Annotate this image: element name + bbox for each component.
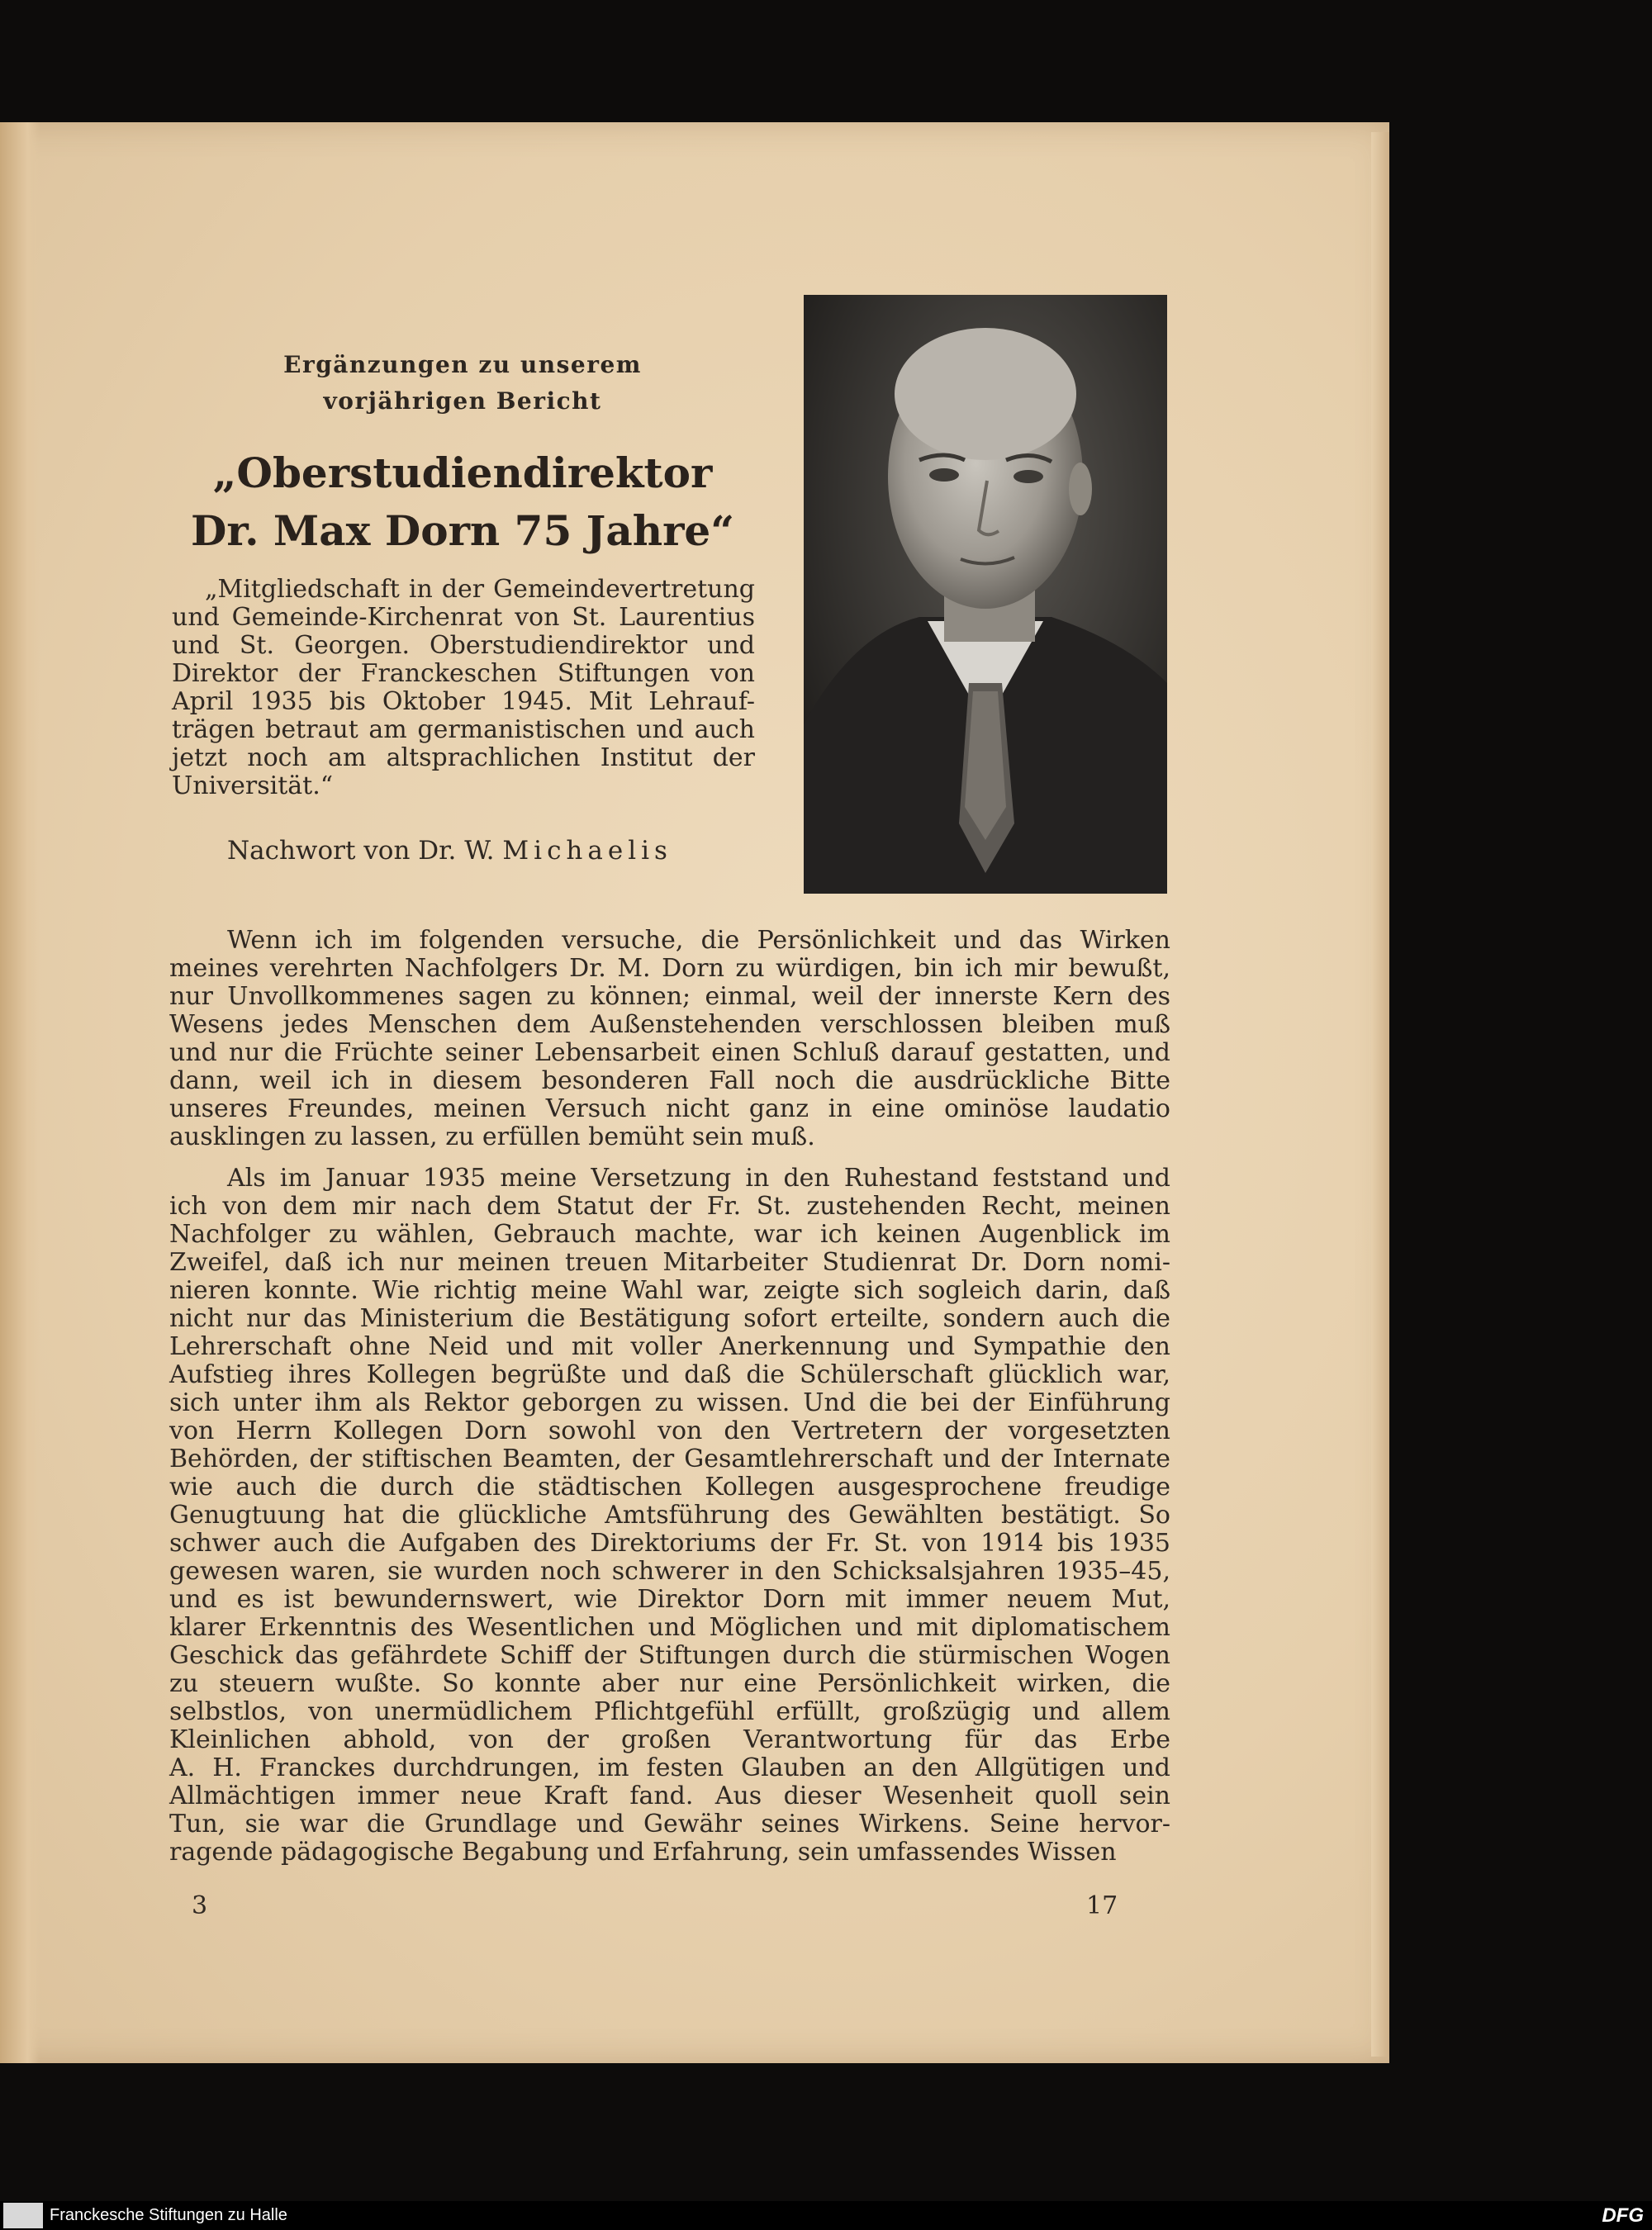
paragraph-2 <box>169 1165 1170 1867</box>
text-line: klarer Erkenntnis des Wesentlichen und Möglichen und mit diplomatischem <box>169 1613 1170 1642</box>
page-gutter <box>0 122 40 2063</box>
text-line: meines verehrten Nachfolgers Dr. M. Dorn zu würdigen, bin ich mir bewußt, <box>169 954 1170 983</box>
institution-logo-icon <box>3 2203 43 2228</box>
text-line: ragende pädagogische Begabung und Erfahrung, sein umfassendes Wissen <box>169 1838 1117 1867</box>
text-line: nieren konnte. Wie richtig meine Wahl war, zeigte sich sogleich darin, daß <box>169 1276 1170 1305</box>
byline <box>227 836 672 866</box>
text-line: Zweifel, daß ich nur meinen treuen Mitarbeiter Studienrat Dr. Dorn nomi- <box>169 1248 1170 1277</box>
text-line: April 1935 bis Oktober 1945. Mit Lehrauf- <box>172 687 755 716</box>
text-line: zu steuern wußte. So konnte aber nur eine Persönlichkeit wirken, die <box>169 1669 1170 1698</box>
text-line: sich unter ihm als Rektor geborgen zu wissen. Und die bei der Einführung <box>169 1388 1170 1417</box>
quote-block <box>172 576 755 800</box>
text-line: A. H. Franckes durchdrungen, im festen Glauben an den Allgütigen und <box>169 1753 1170 1782</box>
text-line: und nur die Früchte seiner Lebensarbeit einen Schluß darauf gestatten, und <box>169 1038 1170 1067</box>
article-title <box>173 444 752 560</box>
text-line: Wesens jedes Menschen dem Außenstehenden verschlossen bleiben muß <box>169 1010 1170 1039</box>
text-line: wie auch die durch die städtischen Kollegen ausgesprochene freudige <box>169 1473 1170 1502</box>
section-header-line: Ergänzungen zu unserem <box>283 351 642 378</box>
section-header <box>198 347 727 420</box>
text-line: nicht nur das Ministerium die Bestätigung sofort erteilte, sondern auch die <box>169 1304 1170 1333</box>
text-line: von Herrn Kollegen Dorn sowohl von den Vertretern der vorgesetzten <box>169 1416 1170 1445</box>
text-line: Lehrerschaft ohne Neid und mit voller Anerkennung und Sympathie den <box>169 1332 1170 1361</box>
text-line: ausklingen zu lassen, zu erfüllen bemüht sein muß. <box>169 1122 815 1151</box>
byline-prefix: Nachwort von Dr. W. <box>227 836 495 866</box>
text-line: Kleinlichen abhold, von der großen Verantwortung für das Erbe <box>169 1725 1170 1754</box>
article-title-line: Dr. Max Dorn 75 Jahre“ <box>190 506 734 555</box>
text-line: Nachfolger zu wählen, Gebrauch machte, war ich keinen Augenblick im <box>169 1220 1170 1249</box>
viewer-footer <box>0 2201 1652 2230</box>
page-edge <box>1371 132 1389 2057</box>
text-line: Geschick das gefährdete Schiff der Stiftungen durch die stürmischen Wogen <box>169 1641 1170 1670</box>
dfg-logo[interactable]: DFG <box>1602 2204 1644 2227</box>
page-number-left: 3 <box>192 1891 208 1920</box>
text-line: nur Unvollkommenes sagen zu können; einmal, weil der innerste Kern des <box>169 982 1170 1011</box>
text-line: Direktor der Franckeschen Stiftungen von <box>172 659 755 688</box>
article-title-line: „Oberstudiendirektor <box>212 448 713 497</box>
footer-organization[interactable]: Franckesche Stiftungen zu Halle <box>50 2206 287 2224</box>
byline-author: Michaelis <box>502 836 672 866</box>
paragraph-1 <box>169 927 1170 1151</box>
text-line: und St. Georgen. Oberstudiendirektor und <box>172 631 755 660</box>
text-line: Wenn ich im folgenden versuche, die Persönlichkeit und das Wirken <box>227 926 1170 955</box>
text-line: Genugtuung hat die glückliche Amtsführung des Gewählten bestätigt. So <box>169 1501 1170 1530</box>
page-number-right: 17 <box>1086 1891 1118 1920</box>
text-line: Als im Januar 1935 meine Versetzung in den Ruhestand feststand und <box>227 1164 1170 1193</box>
text-line: selbstlos, von unermüdlichem Pflichtgefühl erfüllt, großzügig und allem <box>169 1697 1170 1726</box>
text-line: Allmächtigen immer neue Kraft fand. Aus dieser Wesenheit quoll sein <box>169 1782 1170 1810</box>
text-line: schwer auch die Aufgaben des Direktoriums der Fr. St. von 1914 bis 1935 <box>169 1529 1170 1558</box>
text-line: Universität.“ <box>172 771 334 800</box>
text-line: ich von dem mir nach dem Statut der Fr. St. zustehenden Recht, meinen <box>169 1192 1170 1221</box>
text-line: und Gemeinde-Kirchenrat von St. Laurentius <box>172 603 755 632</box>
text-line: jetzt noch am altsprachlichen Institut der <box>172 743 755 772</box>
portrait-photo <box>804 295 1167 894</box>
text-line: gewesen waren, sie wurden noch schwerer in den Schicksalsjahren 1935–45, <box>169 1557 1170 1586</box>
text-line: trägen betraut am germanistischen und auch <box>172 715 755 744</box>
text-line: unseres Freundes, meinen Versuch nicht ganz in eine ominöse laudatio <box>169 1094 1170 1123</box>
section-header-line: vorjährigen Bericht <box>323 387 602 415</box>
text-line: dann, weil ich in diesem besonderen Fall noch die ausdrückliche Bitte <box>169 1066 1170 1095</box>
text-line: und es ist bewundernswert, wie Direktor Dorn mit immer neuem Mut, <box>169 1585 1170 1614</box>
text-line: Tun, sie war die Grundlage und Gewähr seines Wirkens. Seine hervor- <box>169 1810 1170 1839</box>
text-line: Aufstieg ihres Kollegen begrüßte und daß die Schülerschaft glücklich war, <box>169 1360 1170 1389</box>
text-line: Behörden, der stiftischen Beamten, der Gesamtlehrerschaft und der Internate <box>169 1445 1170 1473</box>
portrait-image <box>804 295 1167 894</box>
text-line: „Mitgliedschaft in der Gemeindevertretung <box>205 575 755 604</box>
